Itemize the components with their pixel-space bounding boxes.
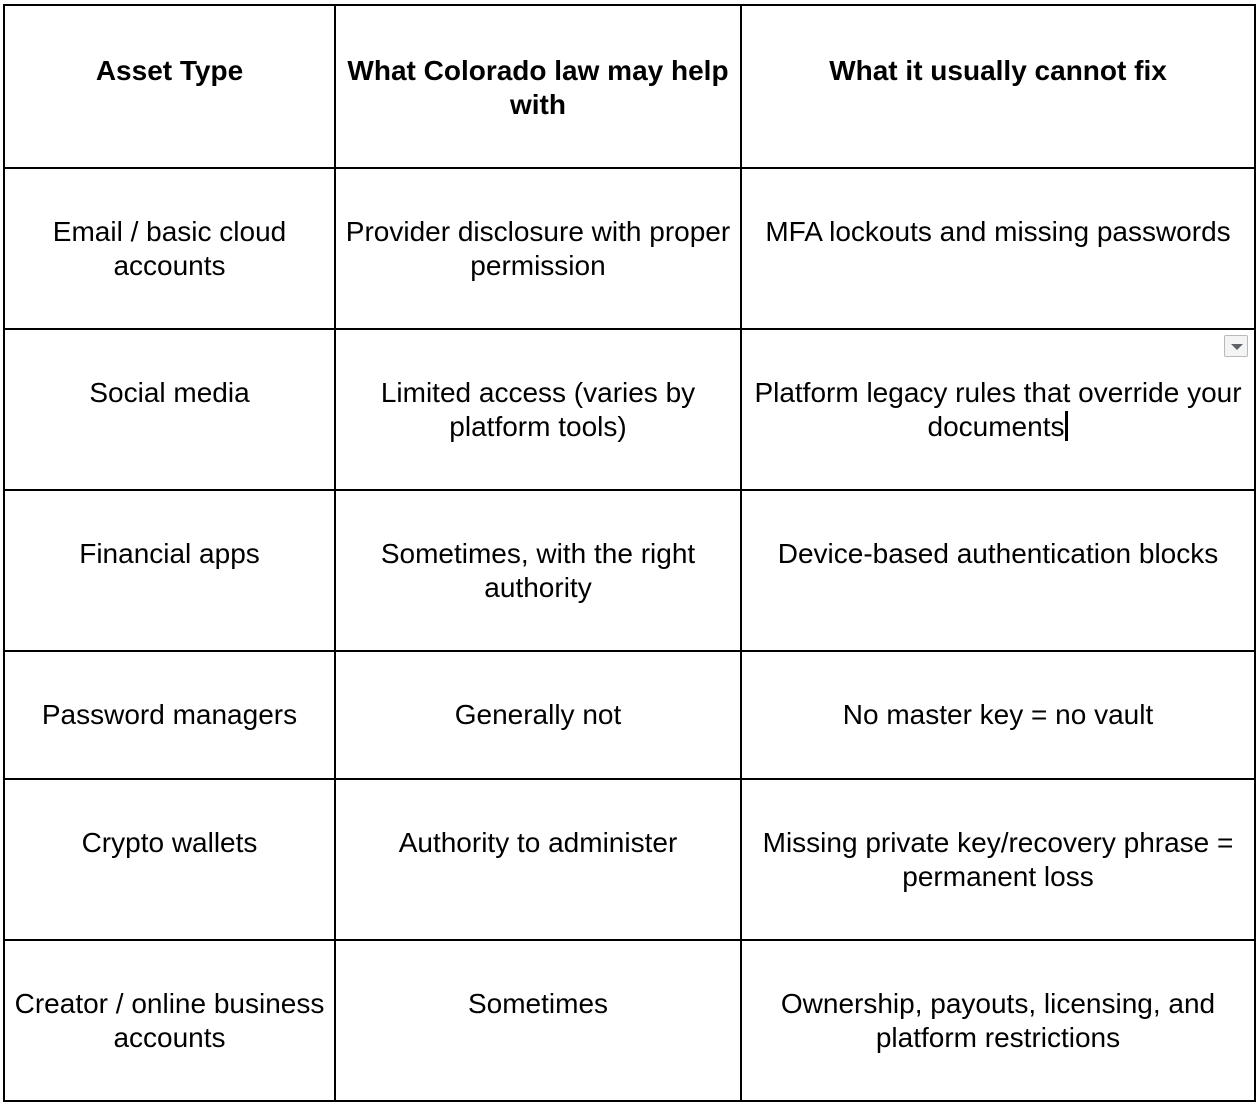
cell-cannot-fix[interactable]: MFA lockouts and missing passwords (741, 168, 1255, 329)
cell-asset-type[interactable]: Password managers (4, 651, 335, 779)
text-cursor (1065, 411, 1068, 441)
table-row (4, 779, 1255, 940)
cell-law-may-help[interactable]: Generally not (335, 651, 741, 779)
table-row (4, 329, 1255, 490)
cell-law-may-help[interactable]: Sometimes (335, 940, 741, 1101)
cell-cannot-fix[interactable]: Missing private key/recovery phrase = permanent loss (741, 779, 1255, 940)
cell-law-may-help[interactable]: Limited access (varies by platform tools) (335, 329, 741, 490)
cell-law-may-help[interactable]: Authority to administer (335, 779, 741, 940)
cell-law-may-help[interactable]: Sometimes, with the right authority (335, 490, 741, 651)
header-asset-type[interactable]: Asset Type (4, 5, 335, 168)
header-row (4, 5, 1255, 168)
cell-cannot-fix[interactable]: No master key = no vault (741, 651, 1255, 779)
cell-text: Platform legacy rules that override your documents (754, 377, 1242, 442)
asset-comparison-table (3, 4, 1256, 1102)
header-cannot-fix[interactable]: What it usually cannot fix (741, 5, 1255, 168)
cell-asset-type[interactable]: Creator / online business accounts (4, 940, 335, 1101)
cell-asset-type[interactable]: Social media (4, 329, 335, 490)
table-row (4, 490, 1255, 651)
header-law-may-help[interactable]: What Colorado law may help with (335, 5, 741, 168)
chevron-down-icon[interactable] (1224, 335, 1248, 357)
cell-cannot-fix[interactable]: Ownership, payouts, licensing, and platform restrictions (741, 940, 1255, 1101)
table-row (4, 940, 1255, 1101)
cell-asset-type[interactable]: Financial apps (4, 490, 335, 651)
cell-cannot-fix-active[interactable] (741, 329, 1255, 490)
cell-cannot-fix[interactable]: Device-based authentication blocks (741, 490, 1255, 651)
cell-asset-type[interactable]: Crypto wallets (4, 779, 335, 940)
table-row (4, 168, 1255, 329)
table-row (4, 651, 1255, 779)
cell-law-may-help[interactable]: Provider disclosure with proper permission (335, 168, 741, 329)
cell-asset-type[interactable]: Email / basic cloud accounts (4, 168, 335, 329)
